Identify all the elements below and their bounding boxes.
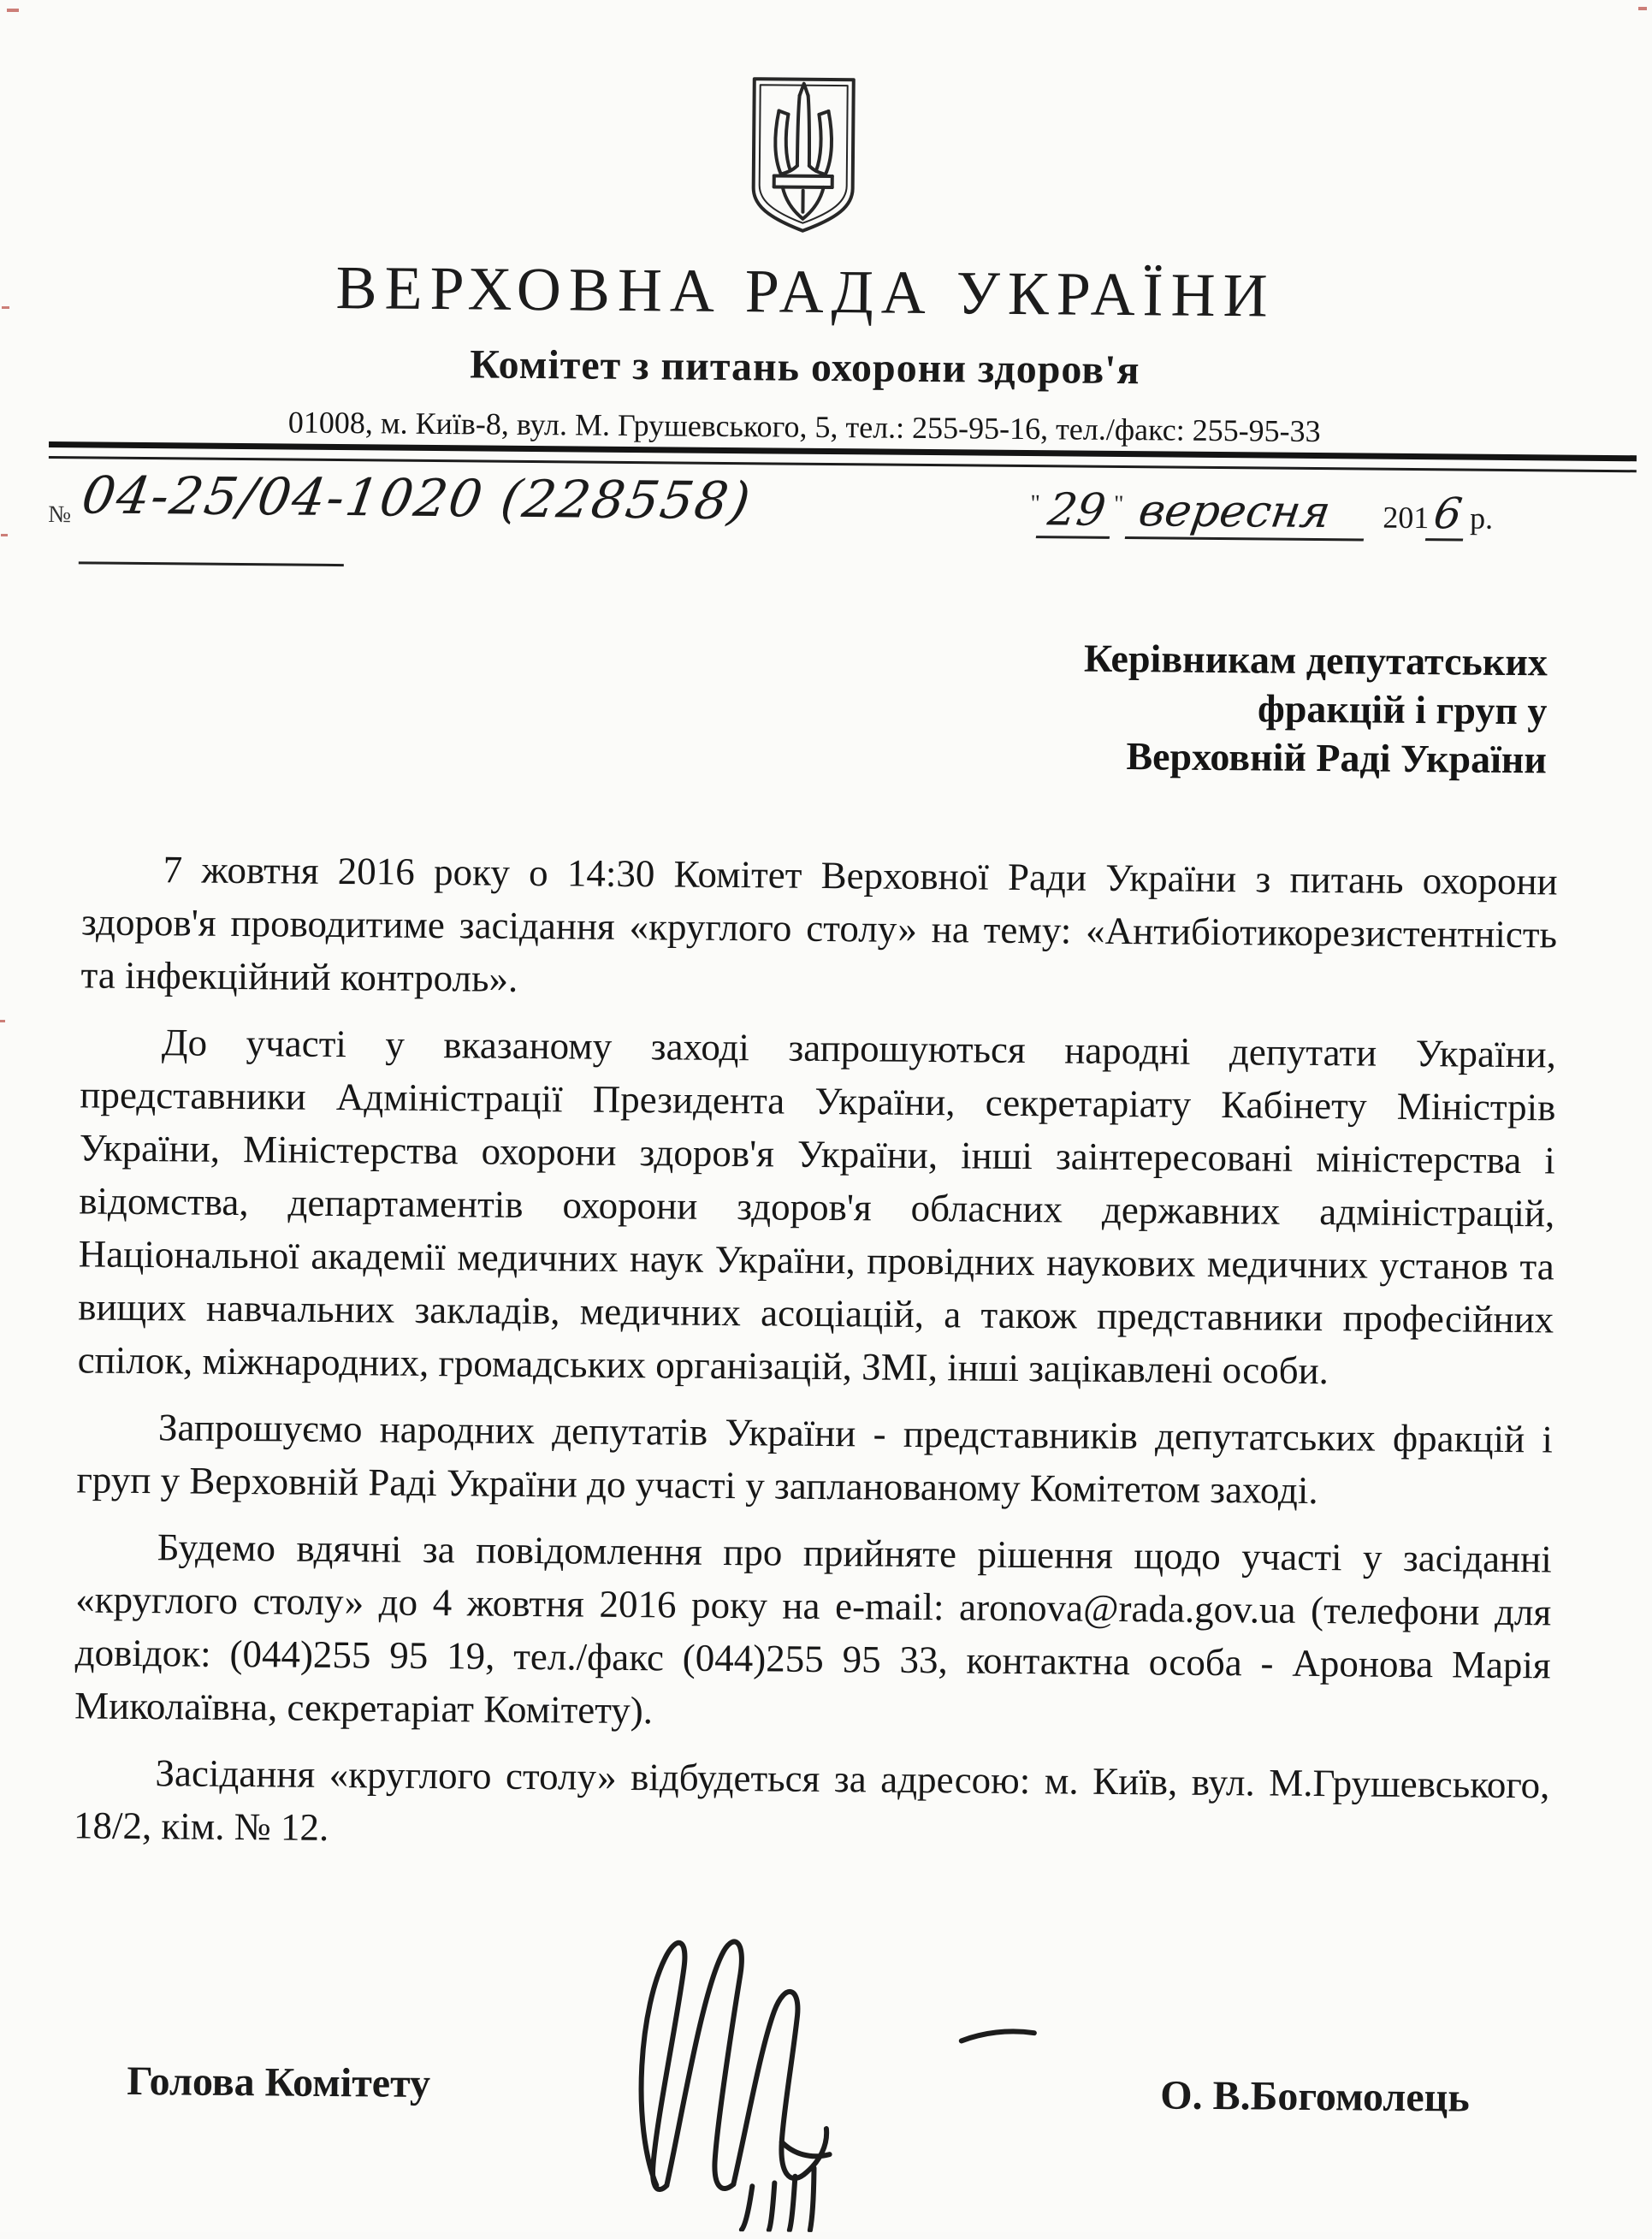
date-close-quote: " bbox=[1113, 490, 1124, 518]
number-symbol: № bbox=[48, 501, 72, 529]
scan-artifact bbox=[7, 9, 19, 12]
letter-body bbox=[74, 842, 1558, 1878]
date-group bbox=[1030, 484, 1493, 542]
reference-number-handwritten: 04-25/04-1020 (228558) bbox=[78, 465, 756, 532]
scan-artifact bbox=[1, 534, 8, 536]
date-day-handwritten: 29 bbox=[1036, 484, 1118, 539]
reference-underline bbox=[79, 561, 344, 566]
address-line: 01008, м. Київ-8, вул. М. Грушевського, 5, тел.: 255-95-16, тел./факс: 255-95-33 bbox=[287, 405, 1321, 449]
signer-position-title: Голова Комітету bbox=[127, 2058, 431, 2107]
scan-artifact bbox=[2, 306, 9, 309]
handwritten-signature bbox=[528, 1928, 1078, 2235]
scan-artifact bbox=[1638, 7, 1647, 10]
committee-title: Комітет з питань охорони здоров'я bbox=[470, 341, 1140, 394]
recipient-block bbox=[931, 632, 1548, 784]
recipient-line: Верховній Раді України bbox=[1126, 734, 1548, 782]
tryzub-shield-icon bbox=[747, 74, 860, 236]
body-paragraph: Будемо вдячні за повідомлення про прийняте рішення щодо участі у засіданні «круглого столу» до 4 жовтня 2016 року на e-mail: aronova@rada.gov.ua (телефони для довідок: (044)255 95 19, тел./факс (044)255 95 33, контактна особа - Аронова Марія Миколаївна, секретаріат Комітету). bbox=[74, 1525, 1552, 1733]
body-paragraph: 7 жовтня 2016 року о 14:30 Комітет Верховної Ради України з питань охорони здоров'я проводитиме засідання «круглого столу» на тему: «Антибіотикорезистентність та інфекційний контроль». bbox=[80, 848, 1558, 1000]
body-paragraph: Засідання «круглого столу» відбудеться за адресою: м. Київ, вул. М.Грушевського, 18/2, кім. № 12. bbox=[73, 1751, 1550, 1849]
signer-name: О. В.Богомолець bbox=[1160, 2072, 1470, 2121]
recipient-line: Керівникам депутатських bbox=[1083, 636, 1548, 684]
date-open-quote: " bbox=[1030, 490, 1041, 518]
recipient-line: фракцій і груп у bbox=[1257, 686, 1548, 733]
date-month-handwritten: вересня bbox=[1125, 485, 1371, 541]
body-paragraph: До участі у вказаному заході запрошуються народні депутати України, представники Адміністрації Президента України, секретаріату Кабінету Міністрів України, Міністерства охорони здоров'я України, інші заінтересовані міністерства і відомства, департаментів охорони здоров'я обласних державних адміністрацій, Національної академії медичних наук України, провідних наукових медичних установ та вищих навчальних закладів, медичних асоціацій, а також представники професійних спілок, міжнародних, громадських організацій, ЗМІ, інші зацікавлені особи. bbox=[77, 1021, 1557, 1393]
date-year-suffix: р. bbox=[1469, 501, 1494, 536]
date-year-digit-handwritten: 6 bbox=[1425, 489, 1471, 541]
body-paragraph: Запрошуємо народних депутатів України - представників депутатських фракцій і груп у Верховній Раді України до участі у запланованому Комітетом заході. bbox=[76, 1406, 1554, 1513]
organization-title: ВЕРХОВНА РАДА УКРАЇНИ bbox=[335, 252, 1276, 330]
date-year-prefix: 201 bbox=[1383, 500, 1430, 536]
reference-row bbox=[48, 465, 1631, 597]
scan-artifact bbox=[0, 1020, 5, 1022]
